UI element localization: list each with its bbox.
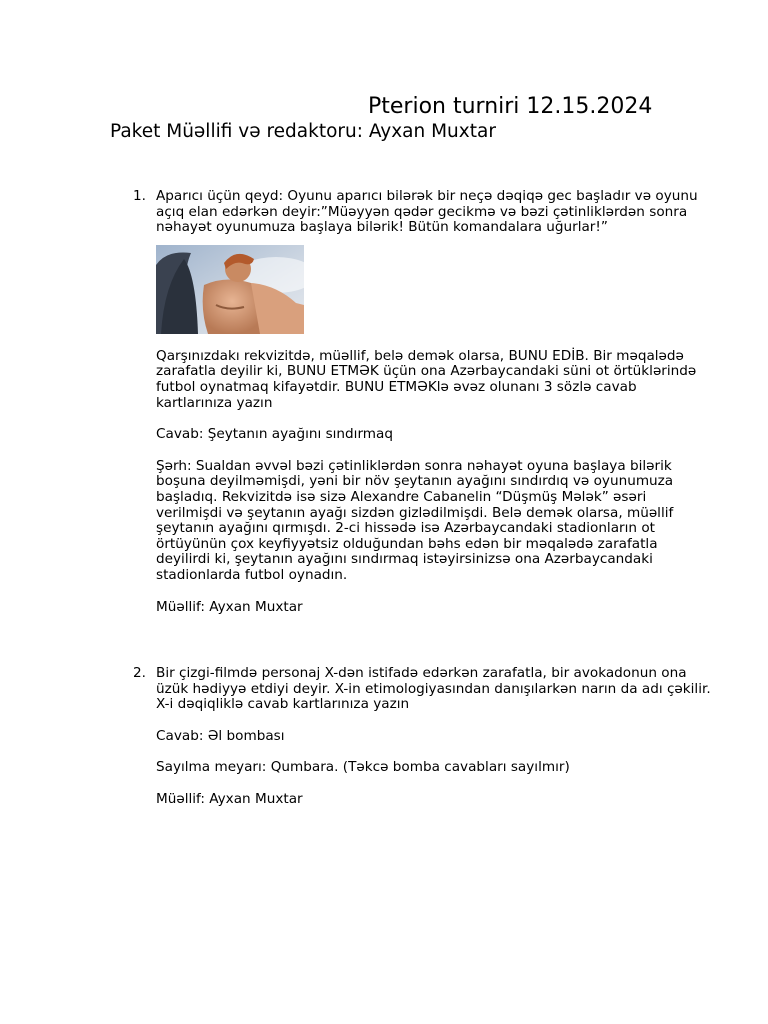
answer-text: Cavab: Şeytanın ayağını sındırmaq — [156, 426, 394, 443]
page-title: Pterion turniri 12.15.2024 — [368, 94, 653, 119]
package-author-line: Paket Müəllifi və redaktoru: Ayxan Muxtar — [110, 121, 496, 142]
question-block-1 — [133, 189, 713, 615]
fallen-angel-painting — [156, 245, 304, 334]
author-text: Müəllif: Ayxan Muxtar — [156, 598, 303, 615]
criteria-text: Sayılma meyarı: Qumbara. (Təkcə bomba cavabları sayılmır) — [156, 759, 570, 776]
question-number: 2. — [133, 665, 146, 681]
painting-image — [156, 245, 304, 334]
question-text: Bir çizgi-filmdə personaj X-dən istifadə edərkən zarafatla, bir avokadonun ona üzük hədiyyə etdiyi deyir. X-in etimologiyasından danışılarkən narın da adı çəkilir. X-i dəqiqliklə cavab kartlarınıza yazın — [156, 665, 711, 713]
question-text: Qarşınızdakı rekvizitdə, müəllif, belə demək olarsa, BUNU EDİB. Bir məqalədə zarafatla deyilir ki, BUNU ETMƏK üçün ona Azərbaycandaki süni ot örtüklərində futbol oynatmaq kifayətdir. BUNU ETMƏKlə əvəz olunanı 3 sözlə cavab kartlarınıza yazın — [156, 347, 697, 411]
comment-text: Şərh: Sualdan əvvəl bəzi çətinliklərdən sonra nəhayət oyuna başlaya bilərik boşuna deyilməmişdi, yəni bir növ şeytanın ayağını sındırdıq və oyunumuza başladıq. Rekvizitdə isə sizə Alexandre Cabanelin “Düşmüş Mələk” əsəri verilmişdi və şeytanın ayağı sizdən gizlədilmişdi. Belə demək olarsa, müəllif şeytanın ayağını qırmışdı. 2-ci hissədə isə Azərbaycandaki stadionların ot örtüyünün çox keyfiyyətsiz olduğundan bəhs edən bir məqalədə zarafatla deyilirdi ki, şeytanın ayağını sındırmaq istəyirsinizsə ona Azərbaycandaki stadionlarda futbol oynadın. — [156, 457, 674, 583]
author-text: Müəllif: Ayxan Muxtar — [156, 790, 303, 807]
question-block-2 — [133, 666, 713, 808]
question-number: 1. — [133, 188, 146, 204]
answer-text: Cavab: Əl bombası — [156, 727, 285, 744]
host-note: Aparıcı üçün qeyd: Oyunu aparıcı bilərək bir neçə dəqiqə gec başladır və oyunu açıq elan edərkən deyir:”Müəyyən qədər gecikmə və bəzi çətinliklərdən sonra nəhayət oyunumuza başlaya bilərik! Bütün komandalara uğurlar!” — [156, 188, 698, 236]
